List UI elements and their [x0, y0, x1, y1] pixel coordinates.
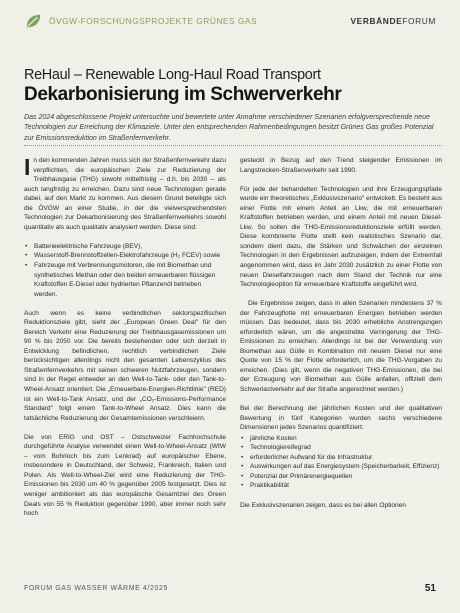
drop-cap: I [24, 154, 31, 180]
article-kicker: ReHaul – Renewable Long-Haul Road Transport [24, 67, 321, 83]
rubric-label [350, 16, 436, 26]
left-paragraph-3: Die von ERIG und OST – Ostschweizer Fachhochschule durchgeführte Analyse verwendet einen Well-to-Wheel-Ansatz (WtW – vom Bohrloch bis zum Lenkrad) auf europäischer Ebene, insbesondere in Deutschland, der Schweiz, Frankreich, Italien und Polen. Als Well-to-Wheel-Ziel wird eine Reduzierung der THG-Emissionen bis 2030 um 40 % gegenüber 2005 festgesetzt. Dies ist weniger ambitioniert als das europäische Gesamtziel des Green Deals von 55 % Reduktion gegenüber 1990, aber immer noch sehr hoch [24, 433, 226, 518]
page-number: 51 [424, 583, 436, 594]
left-paragraph-2: Auch wenn es keine verbindlichen sektorspezifischen Reduktionsziele gibt, sieht der „European Green Deal" für den Bereich Verkehr eine Reduzierung der Treibhausgasemissionen um 90 % bis 2050 vor. Die bereits bestehenden oder sich derzeit in Entwicklung befindlichen, rechtlich verbindlichen Ziele berücksichtigen allerdings nicht den gesamten Lebenszyklus des Straßenfernverkehrs mit seinen schweren Nutzfahrzeugen, sondern sind in der Regel entweder an den Well-to-Tank- oder den Tank-to-Wheel-Ansatz orientiert. Die „Erneuerbare-Energien-Richtlinie" (RED) ist ein Well-to-Tank Ansatz, und der „CO₂-Emissions-Performance Standard" folgt einem Tank-to-Wheel Ansatz. Dies kann die tatsächliche Reduzierung der Gesamtemissionen verschleiern. [24, 309, 226, 422]
list-item: • Potenzial der Primärenergiequellen [249, 472, 442, 482]
lead-text: Das 2024 abgeschlossene Projekt untersuchte und bewertete unter Annahme verschiedener Szenarien erfolgversprechende neue Technologien zur Erreichung der Klimaziele. Unter den entsprechenden Rahmenbedingungen besitzt Grünes Gas großes Potenzial zur Emissionsreduktion im Straßenfernverkehr. [24, 114, 434, 142]
dimensions-list [240, 434, 442, 491]
left-p1-text: n den kommenden Jahren muss sich der Straßenfernverkehr dazu verpflichten, die europäischen Ziele zur Reduzierung der Treibhausgase (THG) sowohl mittelfristig – d.h. bis 2030 – als auch langfristig zu erreichen. Dazu sind neue Technologien gerade dabei, auf den Markt zu kommen. Aus diesem Grund beteiligte sich die ÖVGW an einer Studie, in der die vielversprechendsten Technologien zur Dekarbonisierung des Straßenfernverkehrs sowohl quantitativ als auch qualitativ analysiert werden. Diese sind: [24, 157, 226, 231]
list-item: • Auswirkungen auf das Energiesystem (Speicherbarkeit, Effizienz) [249, 462, 442, 472]
list-item: • jährliche Kosten [249, 434, 442, 444]
right-paragraph-5: Die Exklusivszenarien zeigen, dass es bei allen Optionen [240, 501, 406, 509]
right-paragraph-3: Die Ergebnisse zeigen, dass in allen Szenarien mindestens 37 % der Fahrzeugflotte mit erneuerbaren Energien betrieben werden müssen. Das bedeutet, dass bis 2030 erhebliche Anstrengungen erforderlich wären, um die angestrebte Verringerung der THG-Emissionen zu erreichen. Allerdings ist bei der Verwendung von Biomethan aus Gülle in Kombination mit neuem Diesel nur eine Quote von 15 % der Flotte erforderlich, um die THG-Vorgaben zu erreichen. (Dies gilt, wenn die negativen THG-Emissionen, die bei der Erzeugung von Biomethan aus Gülle anfallen, offiziell dem Schwerlastverkehr auf der Straße angerechnet werden.) [240, 300, 442, 394]
page-footer [24, 583, 436, 597]
article-title: Dekarbonisierung im Schwerverkehr [24, 84, 342, 105]
right-paragraph-1: gesteckt in Bezug auf den Trend steigender Emissionen im Langstrecken-Straßenverkehr seit 1990. [240, 157, 442, 174]
list-item: • erforderlicher Aufwand für die Infrastruktur [249, 453, 442, 463]
leaf-logo-icon [24, 12, 42, 30]
section-tag: ÖVGW-FORSCHUNGSPROJEKTE GRÜNES GAS [49, 16, 258, 26]
right-paragraph-2: Für jede der behandelten Technologien und ihre Erzeugungspfade wurde ein theoretisches „Exklusivszenario" entwickelt. Es besteht aus einer Flotte mit einem Anteil an Lkw, die mit erneuerbaren Kraftstoffen betrieben werden, und einem Anteil mit neuen Diesel-Lkw. So sollen die THG-Emissionsreduktionsziele erfüllt werden. Diese kombinierte Flotte stellt kein realistisches Szenario dar, sondern dient dazu, die Stärken und Schwächen der einzelnen Technologien in den Ergebnissen aufzuzeigen, indem der Extremfall angenommen wird, dass im Jahr 2030 zusätzlich zu einer Flotte von neuen Dieselfahrzeugen nach dem Stand der Technik nur eine Technologieoption für erneuerbare Kraftstoffe eingeführt wird. [240, 185, 442, 289]
publication-name: FORUM GAS WASSER WÄRME 4/2025 [24, 585, 168, 592]
rubric-rest: FORUM [402, 16, 436, 26]
rubric-bold: VERBÄNDE [350, 16, 403, 26]
dotted-divider [24, 145, 442, 146]
page-header [24, 10, 436, 32]
left-column [24, 156, 226, 528]
list-item: • Wasserstoff-Brennstoffzellen-Elektrofahrzeuge (H₂ FCEV) sowie [33, 251, 226, 261]
right-column [240, 156, 442, 520]
left-paragraph-1 [24, 156, 226, 232]
list-item: • Batterieelektrische Fahrzeuge (BEV), [33, 242, 226, 252]
list-item: • Praktikabilität [249, 481, 442, 491]
list-item: • Technologiereifegrad [249, 443, 442, 453]
list-item: • Fahrzeuge mit Verbrennungsmotoren, die mit Biomethan und synthetisches Methan oder den beiden erneuerbaren flüssigen Kraftstoffen E-Diesel oder hydrierten Pflanzenöl betrieben werden. [33, 261, 226, 299]
technology-list [24, 242, 226, 299]
right-paragraph-4: Bei der Berechnung der jährlichen Kosten und der qualitativen Bewertung in fünf Kategorien wurden sechs verschiedene Dimensionen jedes Szenarios quantifiziert: [240, 405, 442, 432]
article-lead [24, 113, 442, 144]
